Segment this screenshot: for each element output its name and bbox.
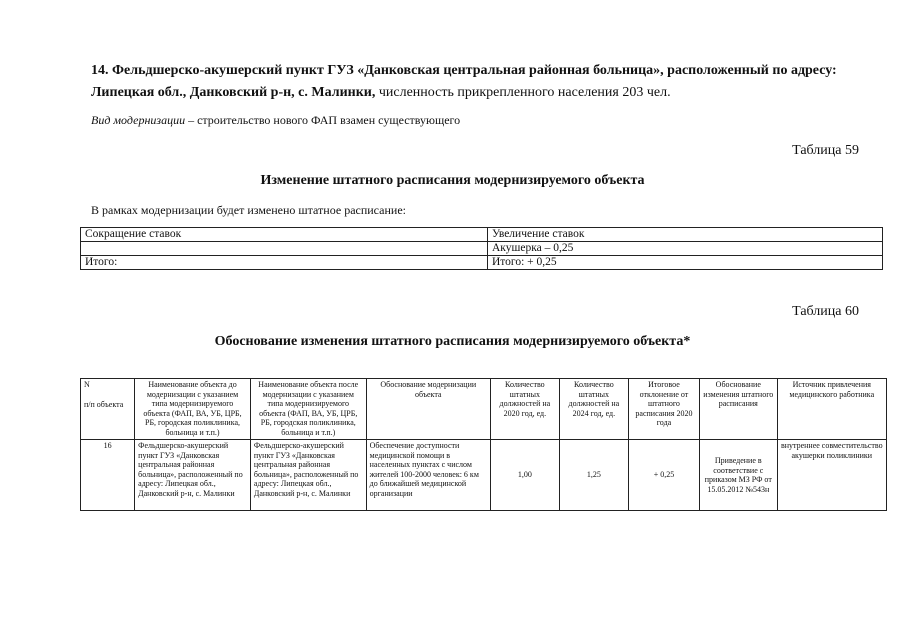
cell-after: Фельдшерско-акушерский пункт ГУЗ «Данковская центральная районная больница», расположенный по адресу: Липецкая обл., Данковский р-н, с. Малинки	[250, 440, 366, 511]
header-num-line2: п/п объекта	[84, 399, 124, 409]
heading-bold-part: 14. Фельдшерско-акушерский пункт ГУЗ «Данковская центральная районная больница», расположенный по адресу: Липецкая обл., Данковский р-н, с. Малинки,	[91, 63, 837, 100]
table-59-title: Изменение штатного расписания модернизируемого объекта	[260, 173, 645, 188]
cell-deviation: + 0,25	[628, 440, 699, 511]
header-source: Источник привлечения медицинского работника	[777, 379, 886, 440]
header-count-2020: Количество штатных должностей на 2020 год, ед.	[490, 379, 559, 440]
heading-normal-part: численность прикрепленного населения 203 чел.	[375, 85, 671, 100]
total-increase: Итого: + 0,25	[488, 256, 883, 270]
section-heading	[91, 60, 851, 104]
header-deviation: Итоговое отклонение от штатного расписания 2020 года	[628, 379, 699, 440]
header-num-line1: N	[84, 380, 90, 389]
staff-change-table	[80, 227, 883, 270]
table-header-row	[81, 379, 887, 440]
header-increase: Увеличение ставок	[488, 228, 883, 242]
table-header-row	[81, 228, 883, 242]
total-reduction: Итого:	[81, 256, 488, 270]
cell-count-2024: 1,25	[559, 440, 628, 511]
cell-count-2020: 1,00	[490, 440, 559, 511]
header-num	[81, 379, 135, 440]
cell-num: 16	[81, 440, 135, 511]
modernization-line	[91, 113, 460, 128]
cell-before: Фельдшерско-акушерский пункт ГУЗ «Данковская центральная районная больница», расположенный по адресу: Липецкая обл., Данковский р-н, с. Малинки	[135, 440, 251, 511]
cell-reduction	[81, 242, 488, 256]
cell-increase: Акушерка – 0,25	[488, 242, 883, 256]
table-60-number: Таблица 60	[792, 304, 859, 319]
header-reduction: Сокращение ставок	[81, 228, 488, 242]
cell-change-reason: Приведение в соответствие с приказом МЗ РФ от 15.05.2012 №543н	[700, 440, 778, 511]
modernization-label: Вид модернизации	[91, 113, 186, 127]
header-before: Наименование объекта до модернизации с указанием типа модернизируемого объекта (ФАП, ВА, УБ, ЦРБ, РБ, городская поликлиника, больница и т.п.)	[135, 379, 251, 440]
table-59-number: Таблица 59	[792, 143, 859, 158]
table-59-intro: В рамках модернизации будет изменено штатное расписание:	[91, 203, 406, 217]
cell-source: внутреннее совместительство акушерки поликлиники	[777, 440, 886, 511]
header-after: Наименование объекта после модернизации с указанием типа модернизируемого объекта (ФАП, ВА, УБ, ЦРБ, РБ, городская поликлиника, больница и т.п.)	[250, 379, 366, 440]
table-60-title: Обоснование изменения штатного расписания модернизируемого объекта*	[214, 334, 691, 349]
header-change-reason: Обоснование изменения штатного расписания	[700, 379, 778, 440]
table-total-row	[81, 256, 883, 270]
table-row	[81, 440, 887, 511]
cell-justification: Обеспечение доступности медицинской помощи в населенных пунктах с числом жителей 100-2000 человек: 6 км до ближайшей медицинской организации	[366, 440, 490, 511]
justification-table	[80, 378, 887, 511]
modernization-text: – строительство нового ФАП взамен существующего	[185, 113, 461, 127]
header-justification: Обоснование модернизации объекта	[366, 379, 490, 440]
table-row	[81, 242, 883, 256]
header-count-2024: Количество штатных должностей на 2024 год, ед.	[559, 379, 628, 440]
